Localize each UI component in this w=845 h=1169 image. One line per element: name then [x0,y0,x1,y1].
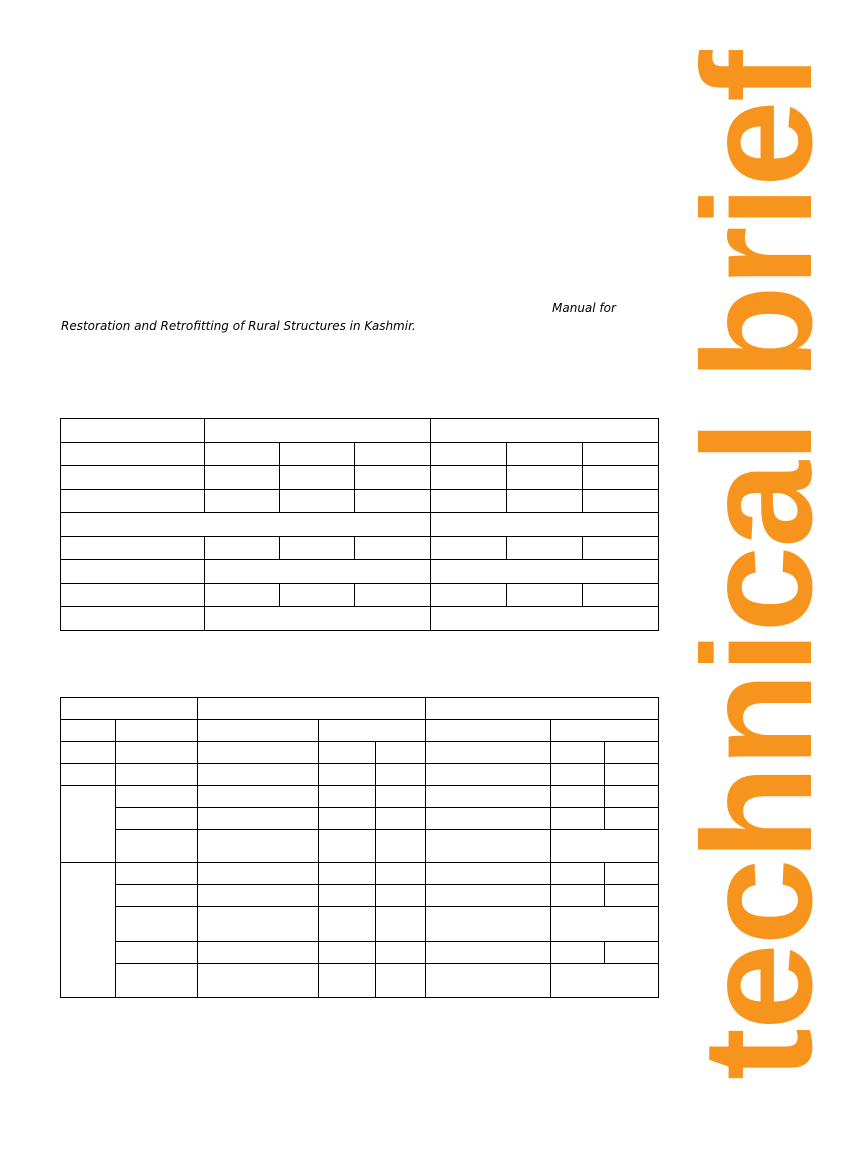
table-row [61,830,659,863]
table-row [61,786,659,808]
table-row [61,907,659,942]
table-row [61,808,659,830]
table-row [61,560,659,584]
table-row [61,964,659,998]
table-row [61,489,659,513]
table-row [61,742,659,764]
table-row [61,942,659,964]
table-row [61,466,659,490]
table-row [61,885,659,907]
table-row [61,442,659,466]
table-row [61,536,659,560]
table-row [61,720,659,742]
technical-brief-title: technical brief [671,52,845,1080]
table-row [61,513,659,537]
table-2 [60,697,659,998]
reference-title-part-2: Restoration and Retrofitting of Rural Structures in Kashmir. [61,319,416,333]
reference-title-part-1: Manual for [552,301,616,315]
table-row [61,698,659,720]
table-row [61,863,659,885]
table-row [61,419,659,443]
table-row [61,764,659,786]
table-row [61,607,659,631]
table-row [61,583,659,607]
table-1 [60,418,659,631]
